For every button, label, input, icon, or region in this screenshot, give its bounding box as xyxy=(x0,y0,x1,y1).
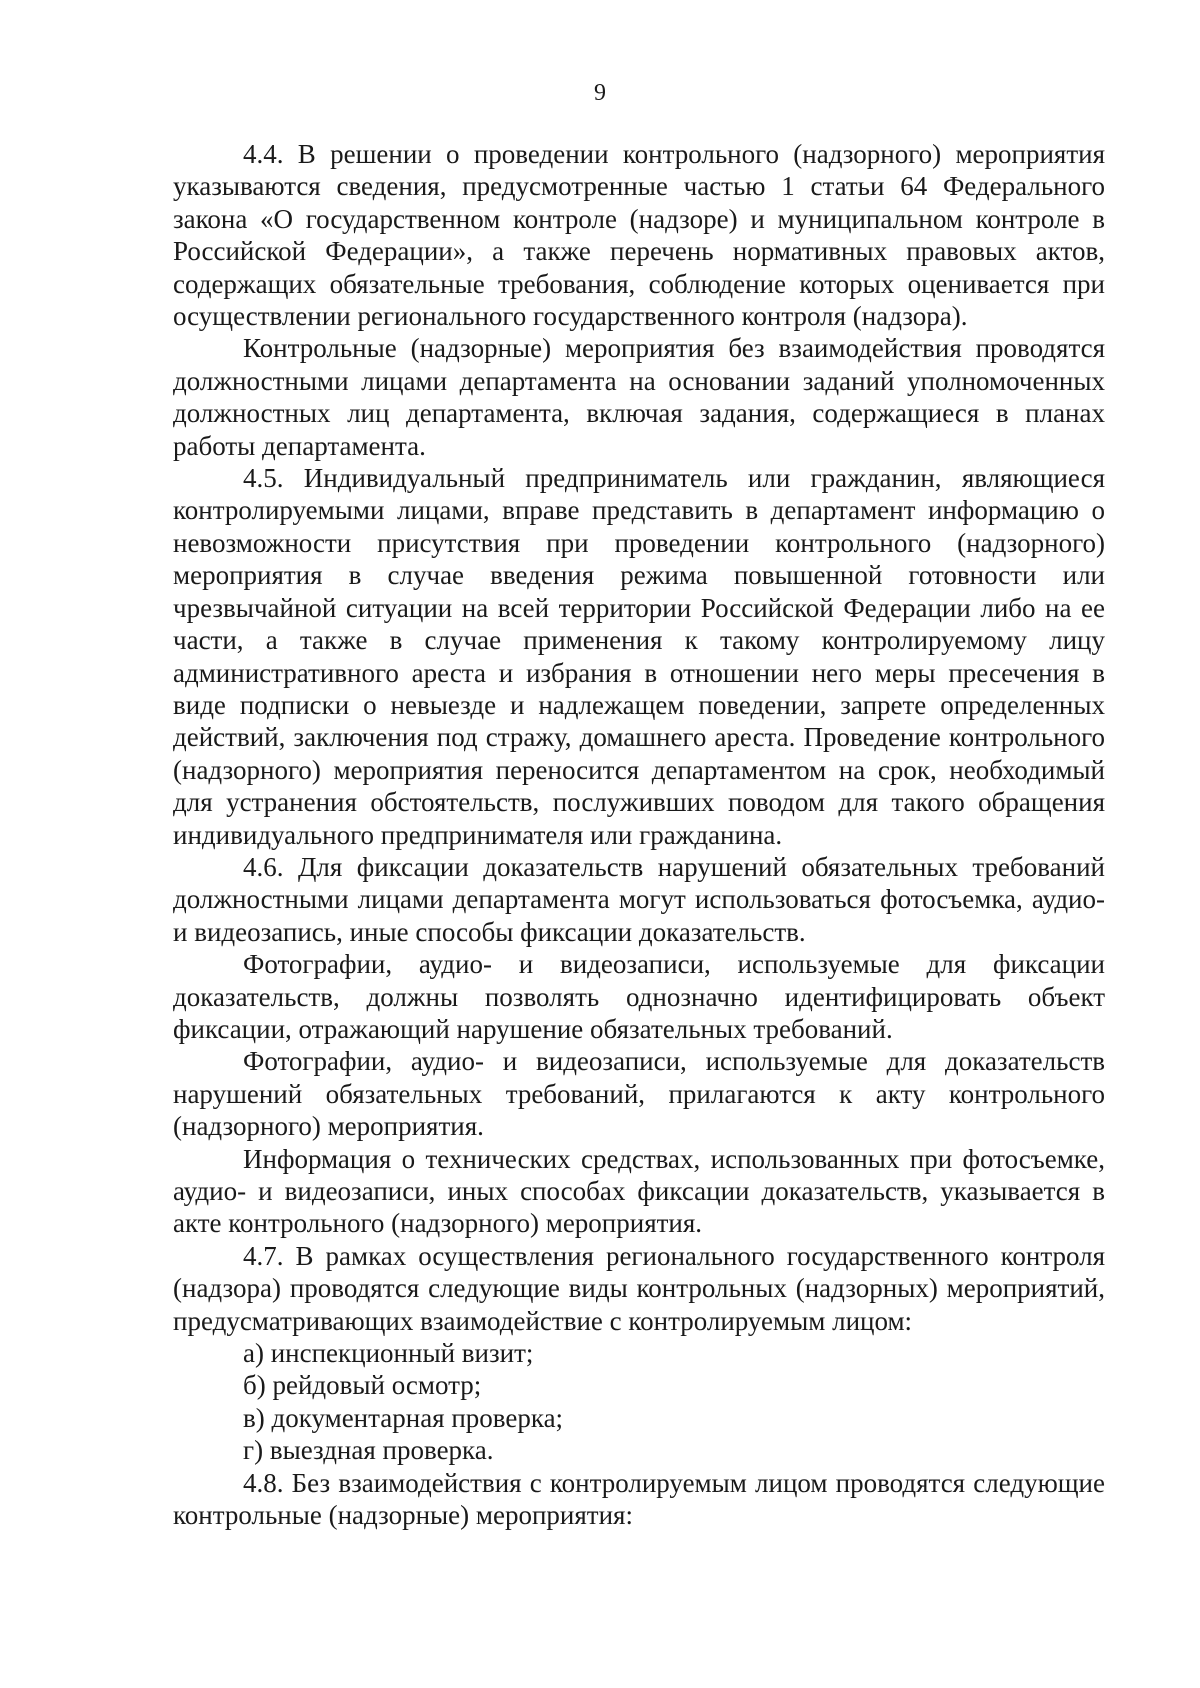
paragraph-4-4: 4.4. В решении о проведении контрольного (надзорного) мероприятия указываются сведения, предусмотренные частью 1 статьи 64 Федерального закона «О государственном контроле (надзоре) и муниципальном контроле в Российской Федерации», а также перечень нормативных правовых актов, содержащих обязательные требования, соблюдение которых оценивается при осуществлении регионального государственного контроля (надзора). xyxy=(173,139,1105,332)
paragraph-4-7: 4.7. В рамках осуществления регионального государственного контроля (надзора) проводятся следующие виды контрольных (надзорных) мероприятий, предусматривающих взаимодействие с контролируемым лицом: xyxy=(173,1240,1105,1336)
list-item-raid-inspection: б) рейдовый осмотр; xyxy=(243,1370,482,1401)
paragraph-photo-identification: Фотографии, аудио- и видеозаписи, используемые для фиксации доказательств, должны позволять однозначно идентифицировать объект фиксации, отражающий нарушение обязательных требований. xyxy=(173,949,1105,1044)
paragraph-4-8: 4.8. Без взаимодействия с контролируемым лицом проводятся следующие контрольные (надзорные) мероприятия: xyxy=(173,1467,1105,1531)
document-body xyxy=(173,138,1105,1531)
list-item-documentary-check: в) документарная проверка; xyxy=(243,1402,564,1433)
paragraph-technical-means: Информация о технических средствах, использованных при фотосъемке, аудио- и видеозаписи, иных способах фиксации доказательств, указывается в акте контрольного (надзорного) мероприятия. xyxy=(173,1143,1105,1239)
paragraph-photo-attachments: Фотографии, аудио- и видеозаписи, используемые для доказательств нарушений обязательных требований, прилагаются к акту контрольного (надзорного) мероприятия. xyxy=(173,1046,1105,1142)
paragraph-4-5: 4.5. Индивидуальный предприниматель или гражданин, являющиеся контролируемыми лицами, вправе представить в департамент информацию о невозможности присутствия при проведении контрольного (надзорного) мероприятия в случае введения режима повышенной готовности или чрезвычайной ситуации на всей территории Российской Федерации либо на ее части, а также в случае применения к такому контролируемому лицу административного ареста и избрания в отношении него меры пресечения в виде подписки о невыезде и надлежащем поведении, запрете определенных действий, заключения под стражу, домашнего ареста. Проведение контрольного (надзорного) мероприятия переносится департаментом на срок, необходимый для устранения обстоятельств, послуживших поводом для такого обращения индивидуального предпринимателя или гражданина. xyxy=(173,463,1105,850)
list-item-inspection-visit: а) инспекционный визит; xyxy=(243,1338,534,1369)
paragraph-4-6: 4.6. Для фиксации доказательств нарушений обязательных требований должностными лицами департамента могут использоваться фотосъемка, аудио- и видеозапись, иные способы фиксации доказательств. xyxy=(173,851,1105,947)
paragraph-control-without-interaction: Контрольные (надзорные) мероприятия без взаимодействия проводятся должностными лицами департамента на основании заданий уполномоченных должностных лиц департамента, включая задания, содержащиеся в планах работы департамента. xyxy=(173,333,1105,461)
list-item-field-check: г) выездная проверка. xyxy=(243,1435,494,1466)
page-number: 9 xyxy=(594,80,606,106)
